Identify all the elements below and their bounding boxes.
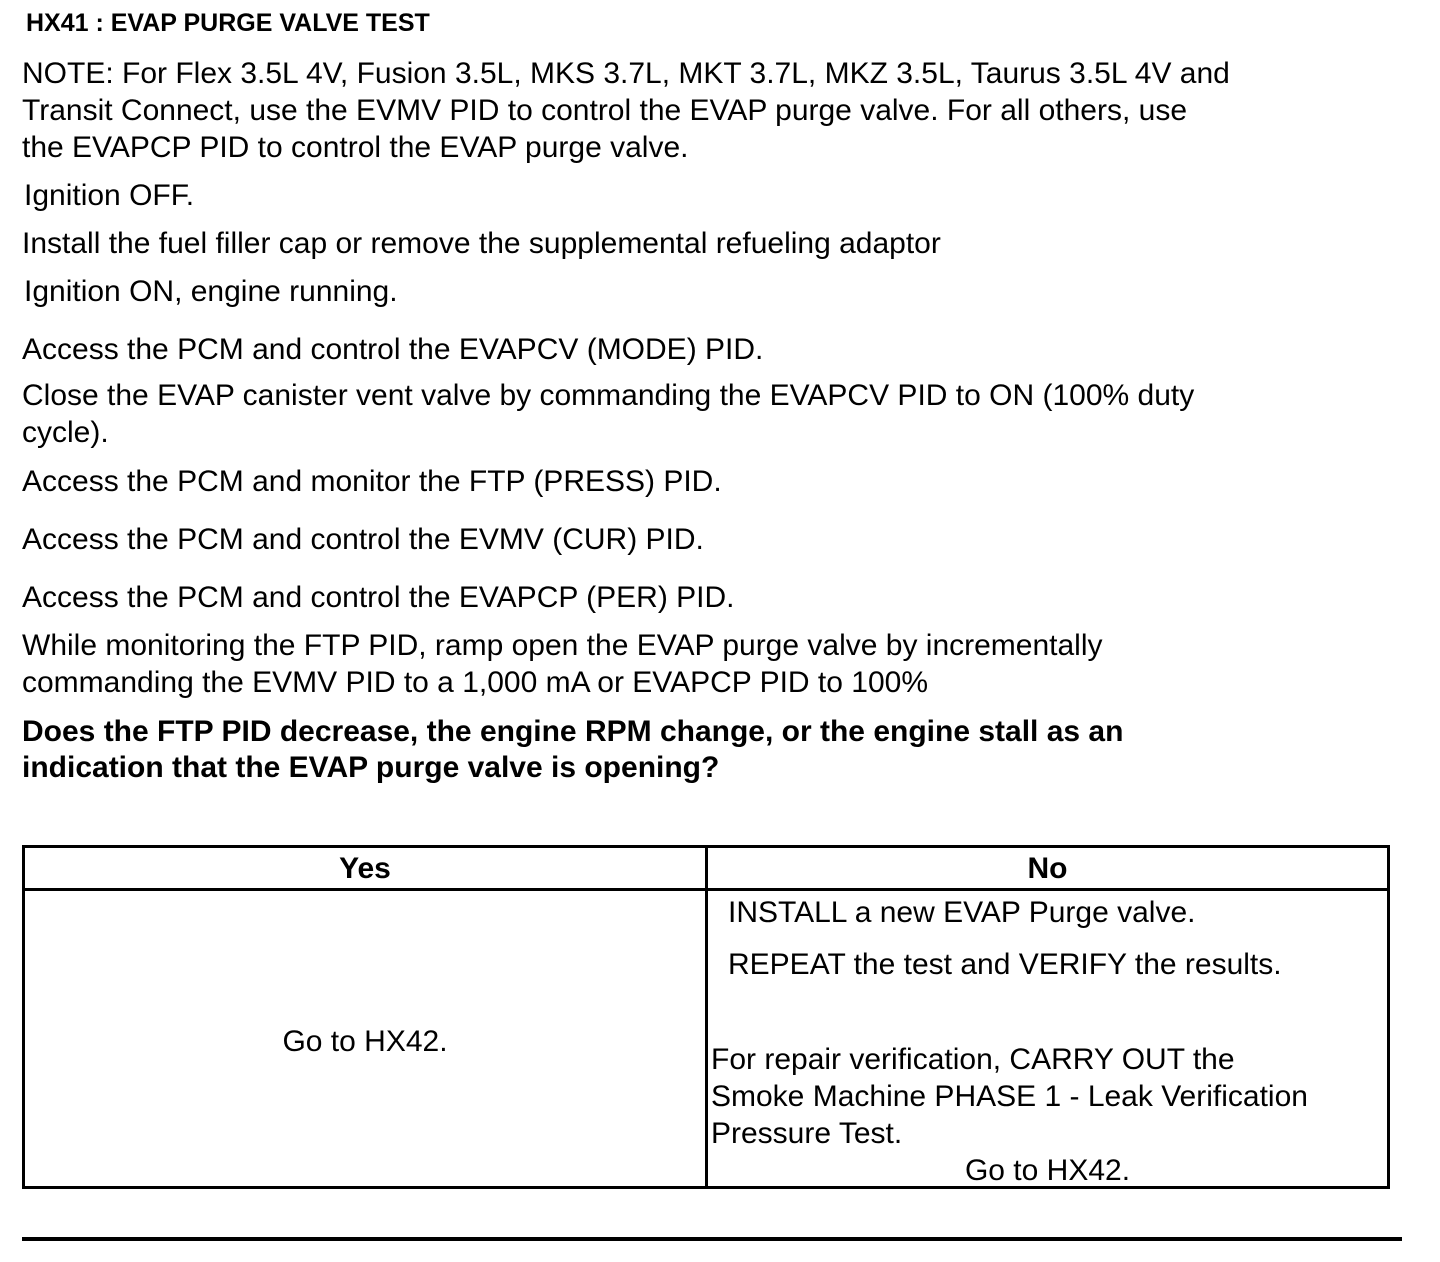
no-install-step: INSTALL a new EVAP Purge valve. — [728, 896, 1196, 929]
step-install-cap: Install the fuel filler cap or remove the supplemental refueling adaptor — [22, 227, 941, 260]
step-close-vent-cont: cycle). — [22, 416, 109, 449]
step-access-evapcv: Access the PCM and control the EVAPCV (MODE) PID. — [22, 333, 764, 366]
note-line: NOTE: For Flex 3.5L 4V, Fusion 3.5L, MKS 3.7L, MKT 3.7L, MKZ 3.5L, Taurus 3.5L 4V and — [22, 57, 1230, 90]
step-ignition-off: Ignition OFF. — [24, 179, 195, 212]
bottom-divider — [22, 1237, 1402, 1241]
yes-column-header: Yes — [339, 852, 391, 885]
question-line: Does the FTP PID decrease, the engine RPM change, or the engine stall as an — [22, 715, 1124, 748]
step-close-vent: Close the EVAP canister vent valve by commanding the EVAPCV PID to ON (100% duty — [22, 379, 1195, 412]
header-divider — [25, 888, 1387, 891]
column-divider — [705, 848, 708, 1186]
yes-action: Go to HX42. — [282, 1025, 448, 1058]
step-access-ftp: Access the PCM and monitor the FTP (PRESS) PID. — [22, 465, 722, 498]
step-access-evmv: Access the PCM and control the EVMV (CUR) PID. — [22, 523, 704, 556]
no-repair-verification-cont: Pressure Test. — [711, 1117, 903, 1150]
step-access-evapcp: Access the PCM and control the EVAPCP (PER) PID. — [22, 581, 735, 614]
note-line: Transit Connect, use the EVMV PID to control the EVAP purge valve. For all others, use — [22, 94, 1188, 127]
step-ramp: While monitoring the FTP PID, ramp open the EVAP purge valve by incrementally — [22, 629, 1103, 662]
no-repair-verification: For repair verification, CARRY OUT the — [711, 1043, 1235, 1076]
no-column-header: No — [1027, 852, 1068, 885]
no-repeat-step: REPEAT the test and VERIFY the results. — [728, 948, 1282, 981]
note-line: the EVAPCP PID to control the EVAP purge valve. — [22, 131, 689, 164]
test-question — [22, 714, 1123, 786]
no-goto: Go to HX42. — [964, 1154, 1131, 1187]
step-ramp-cont: commanding the EVMV PID to a 1,000 mA or EVAPCP PID to 100% — [22, 666, 929, 699]
question-line: indication that the EVAP purge valve is opening? — [22, 751, 720, 784]
step-ignition-on: Ignition ON, engine running. — [24, 275, 398, 308]
no-repair-verification-cont: Smoke Machine PHASE 1 - Leak Verification — [711, 1080, 1308, 1113]
page-title: HX41 : EVAP PURGE VALVE TEST — [26, 9, 430, 37]
result-table — [22, 845, 1390, 1189]
